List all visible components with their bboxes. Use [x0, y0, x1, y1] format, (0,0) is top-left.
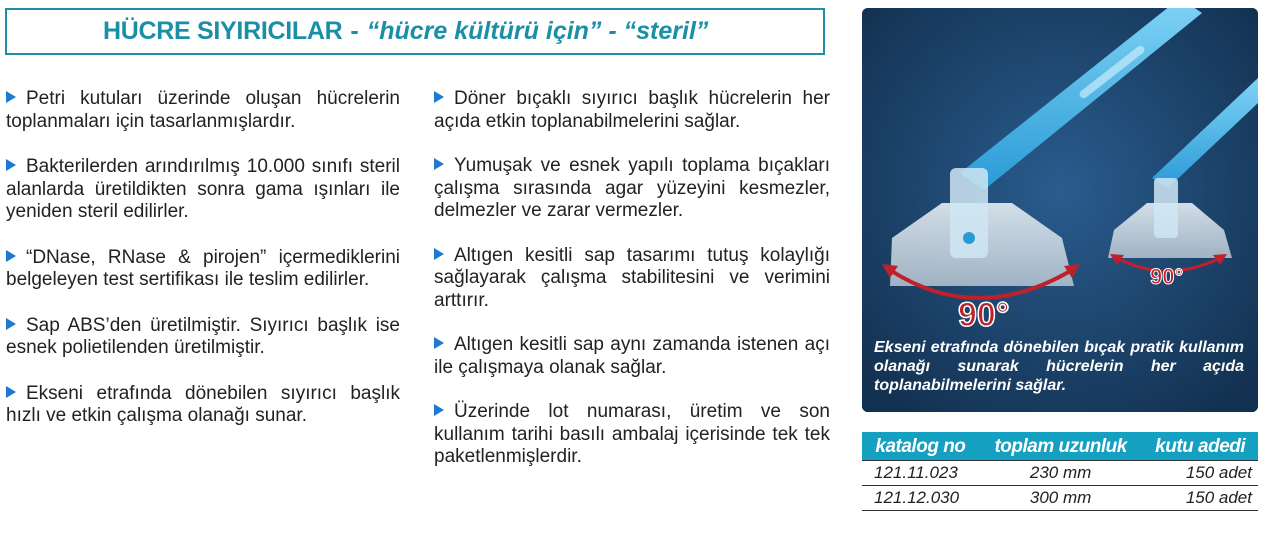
page-title: HÜCRE SIYIRICILAR: [103, 17, 343, 45]
bullet-text: Ekseni etrafında dönebilen sıyırıcı başlık hızlı ve etkin çalışma olanağı sunar.: [6, 382, 400, 426]
bullet-item: [434, 155, 830, 223]
product-photo: [862, 8, 1258, 412]
arrow-bullet-icon: [6, 250, 16, 262]
table-row: [862, 486, 1258, 511]
bullet-item: [6, 315, 400, 360]
cell-catalog-no: 121.12.030: [862, 486, 979, 511]
arrow-bullet-icon: [6, 386, 16, 398]
cell-box-quantity: 150 adet: [1142, 461, 1258, 486]
bullet-item: [6, 247, 400, 292]
bullet-item: [434, 334, 830, 379]
arrow-bullet-icon: [434, 404, 444, 416]
arrow-bullet-icon: [6, 159, 16, 171]
arrow-bullet-icon: [6, 91, 16, 103]
catalog-table: [862, 432, 1258, 511]
bullet-text: Döner bıçaklı sıyırıcı başlık hücrelerin her açıda etkin toplanabilmelerini sağlar.: [434, 88, 830, 132]
left-column: [6, 88, 400, 451]
arrow-bullet-icon: [434, 91, 444, 103]
bullet-item: [434, 245, 830, 313]
table-header-row: [862, 432, 1258, 461]
bullet-text: Sap ABS’den üretilmiştir. Sıyırıcı başlık ise esnek polietilenden üretilmiştir.: [6, 314, 400, 358]
column-header-box-quantity: kutu adedi: [1142, 432, 1258, 461]
bullet-item: [6, 88, 400, 133]
angle-label-small: 90°: [1150, 264, 1184, 289]
middle-column: [434, 88, 830, 491]
arrow-bullet-icon: [6, 318, 16, 330]
cell-box-quantity: 150 adet: [1142, 486, 1258, 511]
bullet-text: Altıgen kesitli sap aynı zamanda istenen açı ile çalışmaya olanak sağlar.: [434, 334, 830, 378]
column-header-catalog-no: katalog no: [862, 432, 979, 461]
bullet-text: Altıgen kesitli sap tasarımı tutuş kolaylığı sağlayarak çalışma stabilitesini ve verimini arttırır.: [434, 244, 830, 311]
angle-label-large: 90°: [958, 296, 1010, 334]
bullet-text: Yumuşak ve esnek yapılı toplama bıçakları çalışma sırasında agar yüzeyini kesmezler, delmezler ve zarar vermezler.: [434, 155, 830, 221]
cell-catalog-no: 121.11.023: [862, 461, 979, 486]
bullet-item: [434, 401, 830, 469]
bullet-text: Petri kutuları üzerinde oluşan hücrelerin toplanmaları için tasarlanmışlardır.: [6, 88, 400, 132]
arrow-bullet-icon: [434, 158, 444, 170]
arrow-bullet-icon: [434, 248, 444, 260]
photo-caption: Ekseni etrafında dönebilen bıçak pratik kullanım olanağı sunarak hücrelerin her açıda toplanabilmelerini sağlar.: [874, 339, 1244, 394]
bullet-text: Bakterilerden arındırılmış 10.000 sınıfı steril alanlarda üretildikten sonra gama ışınları ile yeniden steril edilirler.: [6, 156, 400, 222]
bullet-text: Üzerinde lot numarası, üretim ve son kullanım tarihi basılı ambalaj içerisinde tek tek paketlenmişlerdir.: [434, 401, 830, 467]
table-row: [862, 461, 1258, 486]
column-header-total-length: toplam uzunluk: [979, 432, 1143, 461]
bullet-item: [434, 88, 830, 133]
cell-total-length: 300 mm: [979, 486, 1143, 511]
title-separator: -: [350, 17, 359, 45]
bullet-item: [6, 383, 400, 428]
bullet-text: “DNase, RNase & pirojen” içermediklerini belgeleyen test sertifikası ile teslim edilirler.: [6, 246, 400, 290]
arrow-bullet-icon: [434, 337, 444, 349]
page-subtitle: “hücre kültürü için” - “steril”: [366, 17, 709, 45]
cell-total-length: 230 mm: [979, 461, 1143, 486]
page-title-box: [5, 8, 825, 55]
bullet-item: [6, 156, 400, 224]
